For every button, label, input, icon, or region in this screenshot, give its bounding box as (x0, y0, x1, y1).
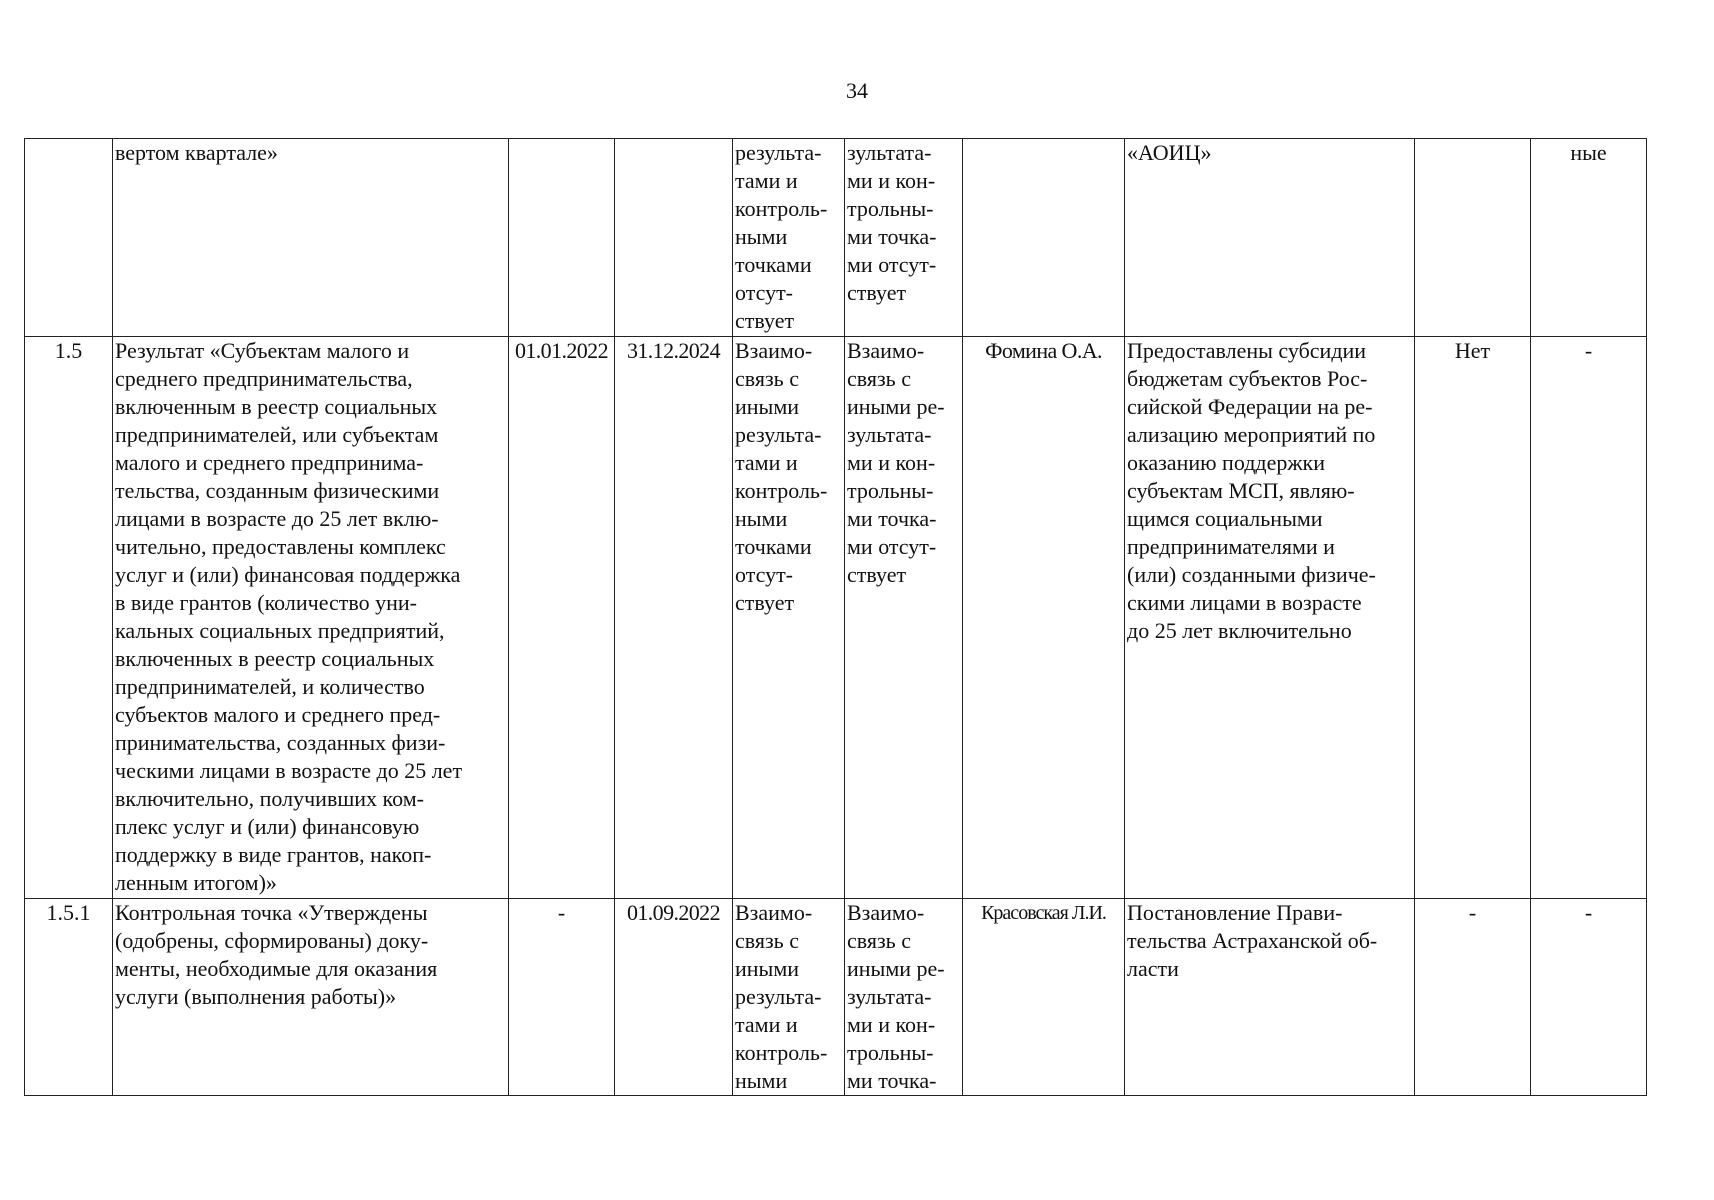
document-cell: Постановление Прави- тельства Астраханской об- ласти (1125, 899, 1415, 1096)
flag-cell: Нет (1415, 337, 1531, 899)
flag-cell: - (1415, 899, 1531, 1096)
link-prev-cell: Взаимо- связь с иными результа- тами и контроль- ными (733, 899, 845, 1096)
end-date-cell: 01.09.2022 (615, 899, 733, 1096)
responsible-cell (963, 139, 1125, 337)
link-prev-cell: результа- тами и контроль- ными точками отсут- ствует (733, 139, 845, 337)
page-number: 34 (846, 78, 868, 103)
result-name-cell: вертом квартале» (113, 139, 509, 337)
row-number-cell (25, 139, 113, 337)
row-number-cell: 1.5.1 (25, 899, 113, 1096)
document-cell: Предоставлены субсидии бюджетам субъектов Рос- сийской Федерации на ре- ализацию мероприятий по оказанию поддержки субъектам МСП, являю- щимся социальными предпринимателями и (или) созданными физиче- скими лицами в возрасте до 25 лет включительно (1125, 337, 1415, 899)
start-date-cell (509, 139, 615, 337)
end-date-cell: 31.12.2024 (615, 337, 733, 899)
flag-cell (1415, 139, 1531, 337)
row-number-cell: 1.5 (25, 337, 113, 899)
link-next-cell: Взаимо- связь с иными ре- зультата- ми и кон- трольны- ми точка- ми отсут- ствует (845, 337, 963, 899)
start-date-cell: 01.01.2022 (509, 337, 615, 899)
result-name-cell: Контрольная точка «Утверждены (одобрены, сформированы) доку- менты, необходимые для оказания услуги (выполнения работы)» (113, 899, 509, 1096)
responsible-cell: Красовская Л.И. (963, 899, 1125, 1096)
responsible-cell: Фомина О.А. (963, 337, 1125, 899)
document-cell: «АОИЦ» (1125, 139, 1415, 337)
table-row (25, 337, 1647, 899)
table-row (25, 139, 1647, 337)
extra-cell: ные (1531, 139, 1647, 337)
results-table (24, 138, 1647, 1096)
link-next-cell: Взаимо- связь с иными ре- зультата- ми и кон- трольны- ми точка- (845, 899, 963, 1096)
extra-cell: - (1531, 337, 1647, 899)
table-row (25, 899, 1647, 1096)
end-date-cell (615, 139, 733, 337)
extra-cell: - (1531, 899, 1647, 1096)
link-prev-cell: Взаимо- связь с иными результа- тами и контроль- ными точками отсут- ствует (733, 337, 845, 899)
result-name-cell: Результат «Субъектам малого и среднего предпринимательства, включенным в реестр социальных предпринимателей, или субъектам малого и среднего предпринима- тельства, созданным физическими лицами в возрасте до 25 лет вклю- чительно, предоставлены комплекс услуг и (или) финансовая поддержка в виде грантов (количество уни- кальных социальных предприятий, включенных в реестр социальных предпринимателей, и количество субъектов малого и среднего пред- принимательства, созданных физи- ческими лицами в возрасте до 25 лет включительно, получивших ком- плекс услуг и (или) финансовую поддержку в виде грантов, накоп- ленным итогом)» (113, 337, 509, 899)
start-date-cell: - (509, 899, 615, 1096)
link-next-cell: зультата- ми и кон- трольны- ми точка- ми отсут- ствует (845, 139, 963, 337)
